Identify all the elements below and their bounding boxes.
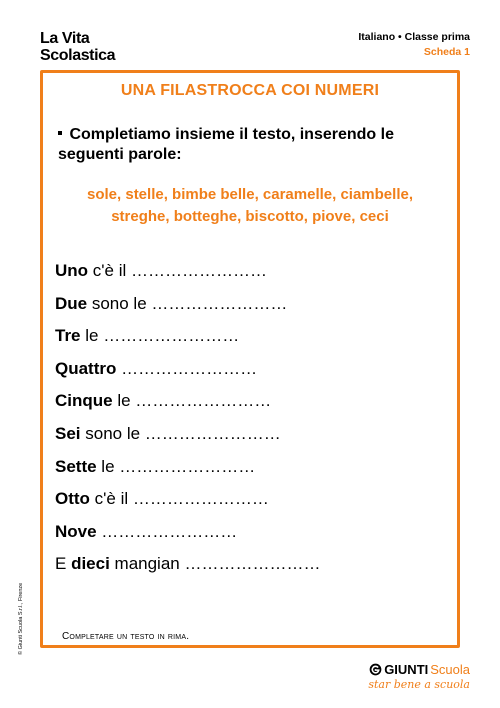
verse-line — [55, 261, 455, 294]
header-meta — [358, 30, 470, 60]
instruction-text: Completiamo insieme il testo, inserendo le seguenti parole: — [58, 126, 394, 163]
verse-keyword: Otto — [55, 489, 90, 509]
verse-keyword: Uno — [55, 261, 89, 280]
bullet-icon — [58, 131, 62, 135]
verse-blank: …………………… — [96, 521, 238, 541]
verse-blank: le …………………… — [80, 326, 240, 346]
verse-blank: le …………………… — [96, 456, 256, 476]
worksheet-frame — [40, 70, 460, 648]
verse-line — [55, 359, 455, 392]
publisher-tagline: star bene a scuola — [368, 678, 470, 691]
worksheet-footer: Completare un testo in rima. — [62, 631, 190, 642]
verse-line — [55, 391, 455, 424]
logo-line-2: Scolastica — [40, 47, 116, 64]
word-list-line-1: sole, stelle, bimbe belle, caramelle, ciambelle, — [87, 186, 413, 203]
verse-line — [55, 457, 455, 490]
verse-blank: mangian …………………… — [109, 554, 321, 574]
worksheet-title: UNA FILASTROCCA COI NUMERI — [120, 82, 380, 99]
subject-label: Italiano • Classe prima — [358, 31, 470, 43]
verse-line — [55, 489, 455, 522]
verse-blank: c'è il …………………… — [88, 261, 267, 280]
logo-line-1: La Vita — [40, 30, 90, 47]
verse-blank: …………………… — [116, 358, 258, 378]
verse-keyword: Quattro — [55, 358, 117, 378]
verse-line — [55, 522, 455, 555]
publisher-logo — [368, 662, 470, 691]
verse-list — [55, 261, 455, 587]
verse-keyword: Cinque — [55, 391, 113, 411]
word-list-line-2: streghe, botteghe, biscotto, piove, ceci — [111, 208, 389, 225]
verse-blank: le …………………… — [112, 391, 272, 411]
header-logo — [40, 30, 115, 64]
verse-blank: sono le …………………… — [87, 293, 288, 313]
verse-line — [55, 294, 455, 327]
verse-keyword: Sei — [55, 423, 81, 443]
publisher-name: GIUNTI — [384, 662, 429, 677]
giunti-g-icon — [369, 663, 382, 676]
word-list — [43, 184, 457, 228]
verse-prefix: E — [55, 554, 72, 574]
verse-blank: sono le …………………… — [80, 423, 281, 443]
sheet-label: Scheda 1 — [423, 46, 470, 58]
verse-keyword: dieci — [71, 554, 110, 574]
verse-line — [55, 554, 455, 587]
instruction — [58, 125, 448, 165]
verse-keyword: Nove — [55, 521, 97, 541]
verse-blank: c'è il …………………… — [89, 489, 269, 509]
verse-line — [55, 424, 455, 457]
verse-keyword: Due — [55, 293, 88, 313]
verse-keyword: Tre — [55, 326, 81, 346]
publisher-brand — [368, 662, 470, 677]
verse-line — [55, 326, 455, 359]
side-copyright: © Giunti Scuola S.r.l., Firenze — [18, 582, 24, 655]
publisher-name-suffix: Scuola — [430, 662, 470, 677]
verse-keyword: Sette — [55, 456, 97, 476]
